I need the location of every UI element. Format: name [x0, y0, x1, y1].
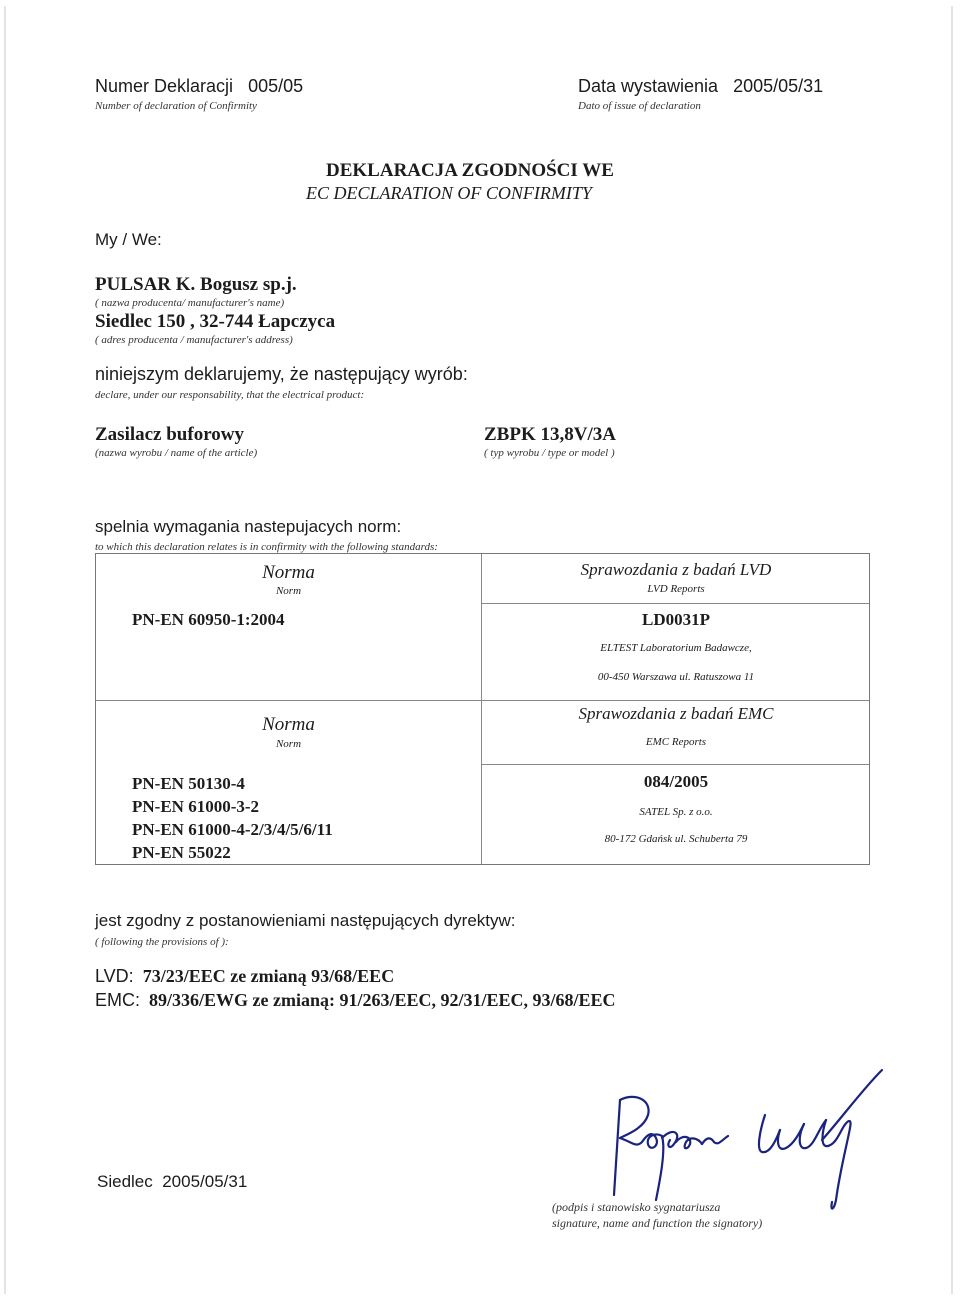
emc-lab-address: 80-172 Gdańsk ul. Schuberta 79: [604, 833, 748, 845]
declaration-number-label: Numer Deklaracji: [95, 76, 234, 96]
norms-table: [95, 553, 870, 865]
right-page-edge: [951, 6, 953, 1294]
emc-norms-list: [132, 772, 333, 864]
lvd-report-number: LD0031P: [642, 610, 710, 629]
emc-norm-item: PN-EN 61000-4-2/3/4/5/6/11: [132, 820, 333, 839]
we-label: My / We:: [95, 230, 162, 249]
issue-date-label: Data wystawienia: [578, 76, 719, 96]
emc-norm-header: Norma: [262, 714, 315, 735]
document-title-en: EC DECLARATION OF CONFIRMITY: [306, 183, 592, 203]
declare-statement: niniejszym deklarujemy, że następujący wyrób:: [95, 364, 468, 384]
lvd-norm: PN-EN 60950-1:2004: [132, 610, 285, 629]
product-model: ZBPK 13,8V/3A: [484, 424, 616, 445]
emc-lab-name: SATEL Sp. z o.o.: [639, 806, 713, 818]
manufacturer-name-note: ( nazwa producenta/ manufacturer's name): [95, 297, 285, 309]
issue-date-line: [578, 76, 823, 97]
emc-directive-label: EMC:: [95, 990, 140, 1010]
lvd-directive-label: LVD:: [95, 966, 134, 986]
lvd-directive-line: [95, 966, 394, 987]
declaration-number-line: [95, 76, 303, 97]
signature-note: (podpis i stanowisko sygnatariusza: [552, 1200, 721, 1214]
lvd-header-divider: [482, 603, 870, 604]
emc-norm-item: PN-EN 55022: [132, 843, 231, 862]
product-name: Zasilacz buforowy: [95, 424, 245, 445]
product-name-note: (nazwa wyrobu / name of the article): [95, 447, 258, 459]
lvd-report-header: Sprawozdania z badań LVD: [580, 560, 772, 579]
manufacturer-address: Siedlec 150 , 32-744 Łapczyca: [95, 311, 336, 332]
emc-norm-header-en: Norm: [275, 738, 302, 750]
declaration-number: 005/05: [248, 76, 304, 96]
signature-note-en: signature, name and function the signatory): [552, 1216, 763, 1230]
manufacturer-name: PULSAR K. Bogusz sp.j.: [95, 274, 297, 295]
handwritten-signature: [590, 1060, 900, 1220]
emc-report-header-en: EMC Reports: [645, 736, 707, 748]
declare-statement-en: declare, under our responsability, that the electrical product:: [95, 389, 365, 401]
standards-intro-en: to which this declaration relates is in confirmity with the following standards:: [95, 541, 438, 553]
lvd-report-header-en: LVD Reports: [647, 583, 705, 595]
lvd-norm-header-en: Norm: [275, 585, 302, 597]
lvd-norm-header: Norma: [262, 562, 315, 583]
emc-header-divider: [482, 764, 870, 765]
manufacturer-address-note: ( adres producenta / manufacturer's address): [95, 334, 293, 346]
emc-directive-line: [95, 990, 616, 1011]
issue-date-en: Dato of issue of declaration: [578, 100, 701, 112]
emc-report-header: Sprawozdania z badań EMC: [578, 704, 774, 723]
directives-intro-en: ( following the provisions of ):: [95, 936, 229, 948]
lvd-lab-name: ELTEST Laboratorium Badawcze,: [600, 642, 752, 654]
emc-norm-item: PN-EN 61000-3-2: [132, 797, 260, 816]
emc-report-number: 084/2005: [643, 772, 709, 791]
standards-intro: spelnia wymagania nastepujacych norm:: [95, 517, 402, 536]
place-and-date: Siedlec 2005/05/31: [97, 1172, 248, 1191]
lvd-directive-value: 73/23/EEC ze zmianą 93/68/EEC: [142, 966, 395, 986]
emc-norm-item: PN-EN 50130-4: [132, 774, 245, 793]
issue-date: 2005/05/31: [733, 76, 824, 96]
emc-directive-value: 89/336/EWG ze zmianą: 91/263/EEC, 92/31/EEC, 93/68/EEC: [149, 990, 616, 1010]
left-page-edge: [4, 6, 6, 1294]
document-title: DEKLARACJA ZGODNOŚCI WE: [326, 160, 614, 181]
product-model-note: ( typ wyrobu / type or model ): [484, 447, 615, 459]
declaration-number-en: Number of declaration of Confirmity: [95, 100, 257, 112]
lvd-lab-address: 00-450 Warszawa ul. Ratuszowa 11: [597, 671, 755, 683]
section-divider: [96, 700, 869, 701]
directives-intro: jest zgodny z postanowieniami następujących dyrektyw:: [95, 911, 516, 930]
